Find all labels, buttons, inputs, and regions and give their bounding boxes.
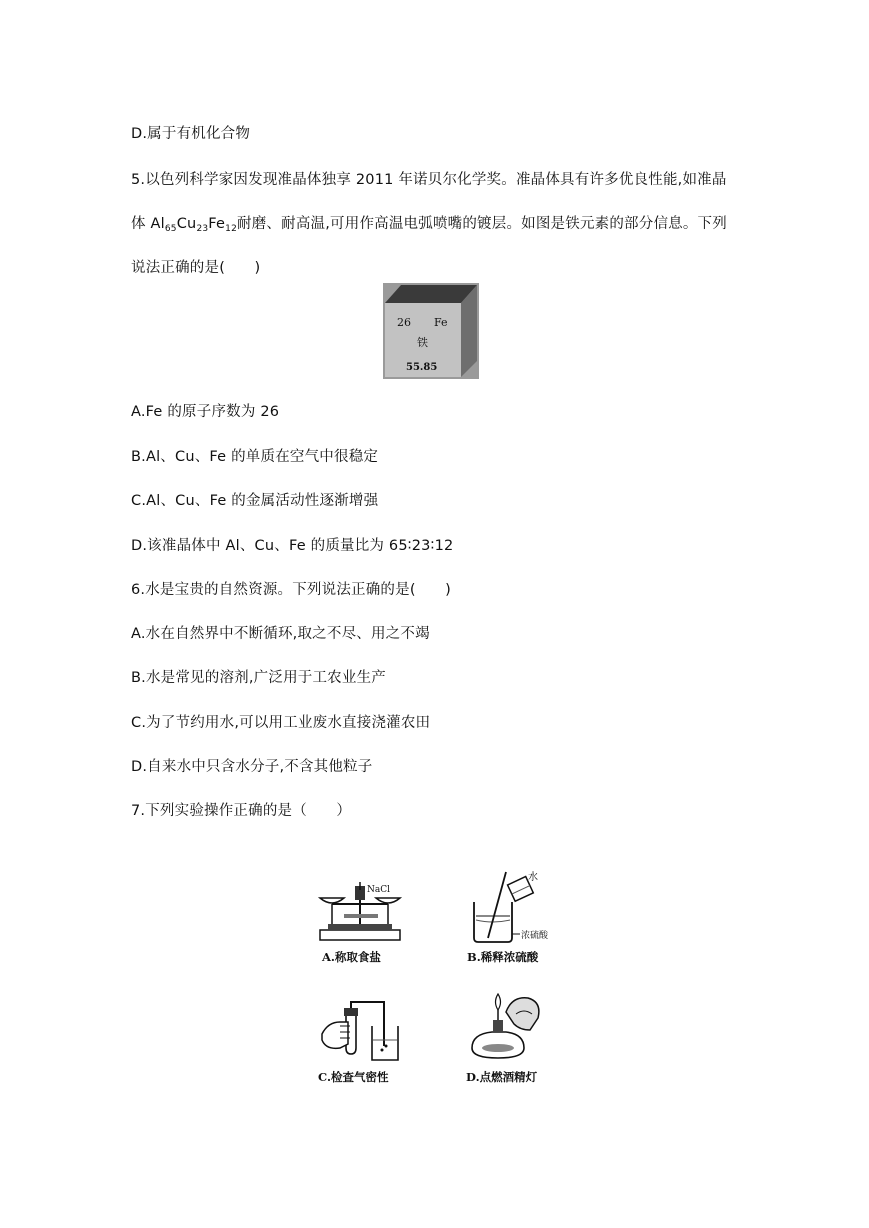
- dilution-illustration: [468, 868, 558, 944]
- airtightness-illustration: [318, 1000, 404, 1064]
- water-label: 水: [528, 872, 538, 883]
- q7-stem: 7.下列实验操作正确的是（ ）: [131, 803, 352, 819]
- q5-option-d: D.该准晶体中 Al、Cu、Fe 的质量比为 65∶23∶12: [131, 538, 454, 554]
- figure-a-caption: A.称取食盐: [322, 950, 381, 964]
- cu-symbol: Cu: [176, 216, 197, 232]
- card-top-face: [385, 285, 477, 303]
- q6-option-b: B.水是常见的溶剂,广泛用于工农业生产: [131, 670, 386, 686]
- q6-stem: 6.水是宝贵的自然资源。下列说法正确的是( ): [131, 582, 451, 598]
- card-atomic-number: 26: [397, 316, 411, 329]
- figure-d-caption: D.点燃酒精灯: [466, 1070, 538, 1084]
- acid-label: 浓硫酸: [521, 931, 549, 941]
- sub-cu: 23: [196, 224, 209, 234]
- sub-al: 65: [164, 224, 177, 234]
- q5-stem-line3: 说法正确的是( ): [131, 260, 261, 276]
- q6-option-d: D.自来水中只含水分子,不含其他粒子: [131, 759, 373, 775]
- q5-stem-line2: [131, 214, 727, 239]
- q5-option-a: A.Fe 的原子序数为 26: [131, 404, 280, 420]
- sub-fe: 12: [225, 224, 238, 234]
- figure-b-caption: B.稀释浓硫酸: [467, 950, 539, 964]
- card-mass: 55.85: [406, 362, 438, 373]
- prev-option-d: D.属于有机化合物: [131, 126, 251, 142]
- q5-line2-prefix: 体 Al: [131, 216, 165, 232]
- iron-element-card: [383, 283, 479, 379]
- q5-option-b: B.Al、Cu、Fe 的单质在空气中很稳定: [131, 449, 379, 465]
- q6-option-c: C.为了节约用水,可以用工业废水直接浇灌农田: [131, 715, 431, 731]
- q6-option-a: A.水在自然界中不断循环,取之不尽、用之不竭: [131, 626, 430, 642]
- nacl-label: NaCl: [367, 885, 391, 895]
- card-symbol: Fe: [434, 316, 448, 329]
- balance-illustration: [314, 880, 410, 944]
- fe-symbol: Fe: [208, 216, 226, 232]
- q5-option-c: C.Al、Cu、Fe 的金属活动性逐渐增强: [131, 493, 379, 509]
- card-name: 铁: [417, 336, 428, 349]
- alcohol-lamp-illustration: [466, 990, 546, 1064]
- figure-c-caption: C.检查气密性: [318, 1070, 389, 1084]
- q5-line2-suffix: 耐磨、耐高温,可用作高温电弧喷嘴的镀层。如图是铁元素的部分信息。下列: [237, 216, 727, 232]
- q5-stem-line1: 5.以色列科学家因发现准晶体独享 2011 年诺贝尔化学奖。准晶体具有许多优良性能,如准晶: [131, 172, 727, 188]
